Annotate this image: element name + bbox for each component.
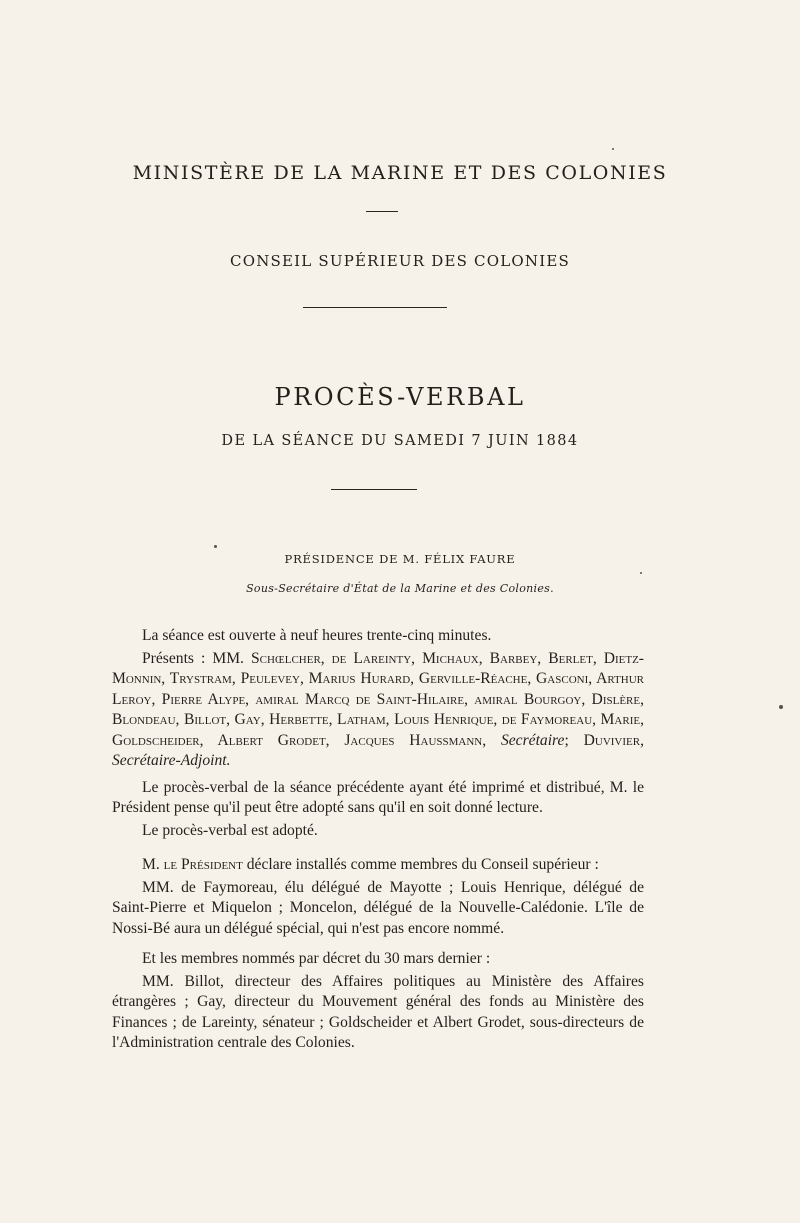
president-label: M. le Président xyxy=(142,856,243,873)
installed-members-paragraph: MM. de Faymoreau, élu délégué de Mayotte ; Louis Henrique, délégué de Saint-Pierre et Miquelon ; Moncelon, délégué de la Nouvelle-Calédonie. L'île de Nossi-Bé aura un délégué spécial, qui n'est pas encore nommé. xyxy=(112,878,644,937)
paper-speck-3 xyxy=(640,572,642,574)
secretary-role: Secrétaire xyxy=(500,731,565,749)
paper-speck-4 xyxy=(612,148,614,150)
divider-2 xyxy=(303,307,447,308)
president-text: déclare installés comme membres du Conseil supérieur : xyxy=(242,856,599,873)
paper-speck-2 xyxy=(779,705,783,709)
session-date: DE LA SÉANCE DU SAMEDI 7 JUIN 1884 xyxy=(221,433,579,449)
appointed-members-paragraph: MM. Billot, directeur des Affaires politiques au Ministère des Affaires étrangères ; Gay, directeur du Mouvement général des fonds au Ministère des Finances ; de Lareinty, sénateur ; Goldscheider et Albert Grodet, sous-directeurs de l'Administration centrale des Colonies. xyxy=(112,972,644,1051)
assistant-secretary-name: Duvivier xyxy=(583,731,641,749)
assistant-secretary-role: Secrétaire-Adjoint. xyxy=(112,752,231,769)
attendees-paragraph xyxy=(112,649,644,772)
decree-paragraph: Et les membres nommés par décret du 30 mars dernier : xyxy=(142,950,491,967)
president-declaration xyxy=(112,855,644,876)
separator: ; xyxy=(564,731,584,749)
divider-3 xyxy=(331,489,417,490)
presents-label: Présents : MM. xyxy=(142,649,251,667)
attendees-names: Schœlcher, de Lareinty, Michaux, Barbey, Berlet, Dietz-Monnin, Trystram, Peulevey, Marius Hurard, Gerville-Réache, Gasconi, Arthur Leroy, Pierre Alype, amiral Marcq de Saint-Hilaire, amiral Bourgoy, Dislère, Blondeau, Billot, Gay, Herbette, Latham, Louis Henrique, de Faymoreau, Marie, Goldscheider, Albert Grodet, Jacques Haussmann, xyxy=(112,649,645,749)
opening-paragraph: La séance est ouverte à neuf heures trente-cinq minutes. xyxy=(142,627,492,644)
paper-speck-1 xyxy=(214,545,217,548)
document-title: PROCÈS-VERBAL xyxy=(274,383,526,411)
council-heading: CONSEIL SUPÉRIEUR DES COLONIES xyxy=(230,252,570,270)
separator-comma: , xyxy=(640,731,644,749)
ministry-heading: MINISTÈRE DE LA MARINE ET DES COLONIES xyxy=(132,162,668,184)
minutes-body xyxy=(112,626,644,1060)
minutes-adopted-paragraph: Le procès-verbal est adopté. xyxy=(142,821,318,839)
previous-minutes-paragraph: Le procès-verbal de la séance précédente ayant été imprimé et distribué, M. le Président pense qu'il peut être adopté sans qu'il en soit donné lecture. xyxy=(112,778,644,816)
presidency-role: Sous-Secrétaire d'État de la Marine et des Colonies. xyxy=(246,582,554,595)
presidency-line: PRÉSIDENCE DE M. FÉLIX FAURE xyxy=(284,552,516,566)
divider-1 xyxy=(366,211,398,212)
